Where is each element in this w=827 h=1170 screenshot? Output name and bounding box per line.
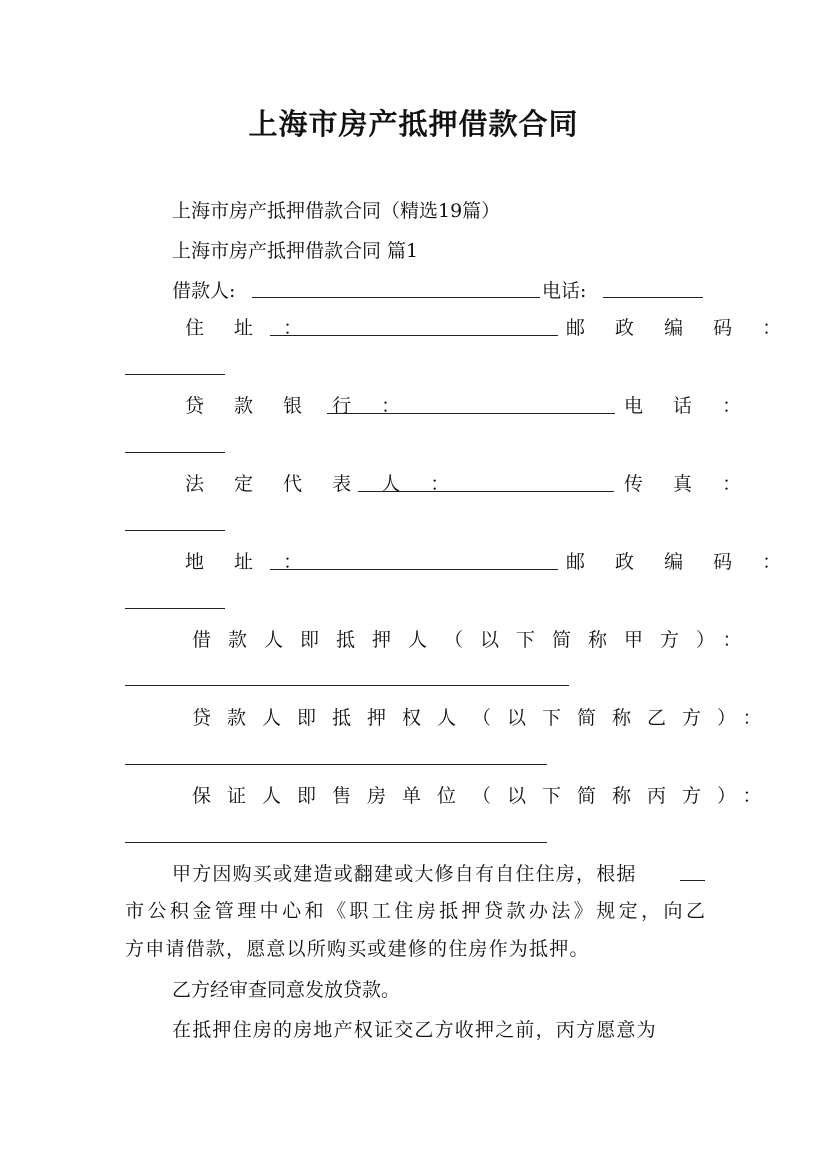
document-title: 上海市房产抵押借款合同 [248,107,579,141]
borrower-blank [252,297,540,298]
paragraph-1-line-2: 市公积金管理中心和《职工住房抵押贷款办法》规定，向乙 [125,900,705,922]
party-c-label: 保证人即售房单位（以下简称丙方）： [192,785,778,807]
party-c-blank [125,842,547,843]
section-heading: 上海市房产抵押借款合同 篇1 [172,240,419,262]
legal-rep-blank [358,491,614,492]
bank-address-blank [270,569,558,570]
fax-label: 传 真 ： [624,473,754,495]
document-subtitle: 上海市房产抵押借款合同（精选19篇） [172,200,501,222]
phone-label: 电话: [542,280,587,302]
bank-address-label: 地 址 ： [185,551,315,573]
party-b-blank [125,764,547,765]
legal-rep-label: 法 定 代 表 人 ： [185,473,462,495]
paragraph-3: 在抵押住房的房地产权证交乙方收押之前，丙方愿意为 [172,1019,657,1041]
address-blank [270,335,558,336]
city-blank [680,880,705,881]
bank-blank [327,413,615,414]
postcode-blank [125,374,225,375]
phone-blank [603,297,703,298]
postcode-label: 邮 政 编 码 ： [566,317,794,339]
party-b-label: 贷款人即抵押权人（以下简称乙方）： [192,707,778,729]
bank-label: 贷 款 银 行 ： [185,395,413,417]
fax-blank [125,530,225,531]
paragraph-1-line-1: 甲方因购买或建造或翻建或大修自有自住住房，根据 [172,863,637,885]
party-a-blank [125,685,569,686]
borrower-label: 借款人: [172,280,236,302]
party-a-label: 借款人即抵押人（以下简称甲方）： [192,629,759,651]
paragraph-1-line-3: 方申请借款，愿意以所购买或建修的住房作为抵押。 [125,938,590,960]
bank-postcode-blank [125,608,225,609]
bank-phone-blank [125,452,225,453]
bank-phone-label: 电 话 ： [624,395,754,417]
address-label: 住 址 ： [185,317,315,339]
paragraph-2: 乙方经审查同意发放贷款。 [172,979,401,1001]
bank-postcode-label: 邮 政 编 码 ： [566,551,794,573]
